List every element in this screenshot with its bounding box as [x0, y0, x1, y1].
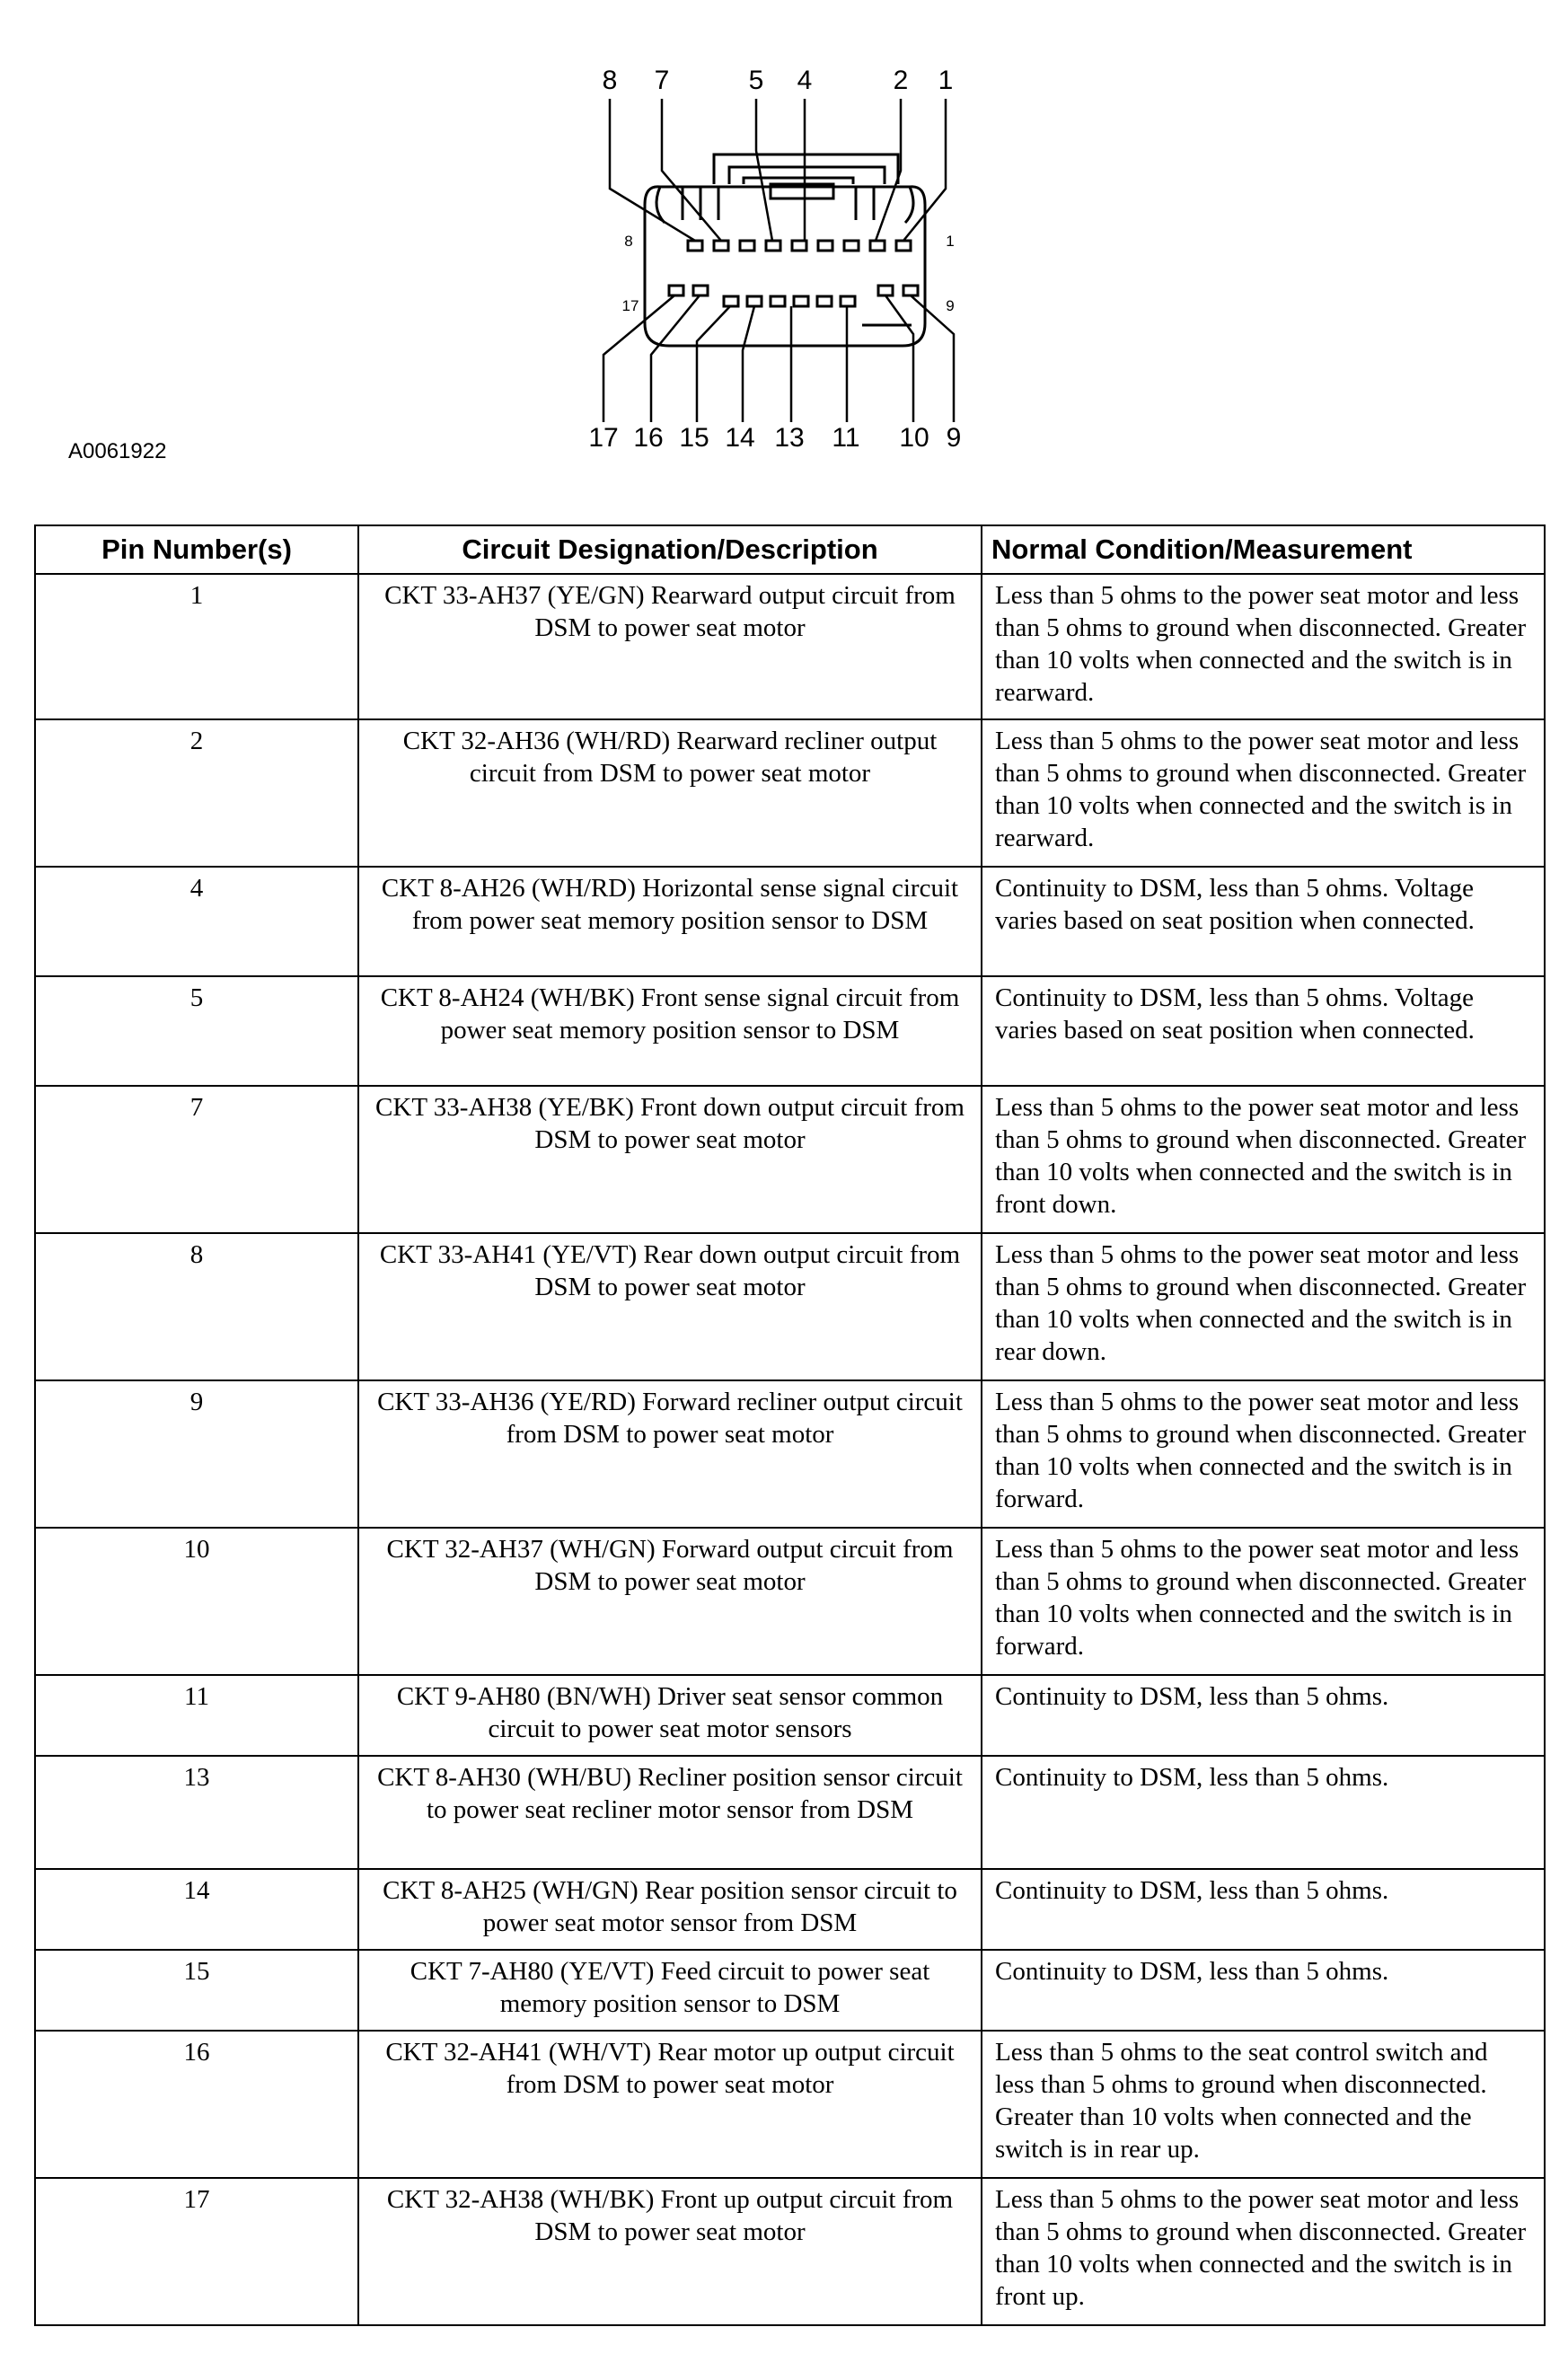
- table-row: [35, 2178, 1545, 2325]
- description-cell: CKT 8-AH24 (WH/BK) Front sense signal circuit from power seat memory position sensor to DSM: [358, 976, 982, 1086]
- description-cell: CKT 8-AH26 (WH/RD) Horizontal sense signal circuit from power seat memory position sensor to DSM: [358, 867, 982, 976]
- description-cell: CKT 7-AH80 (YE/VT) Feed circuit to power seat memory position sensor to DSM: [358, 1950, 982, 2031]
- bottom-pin-label: 16: [633, 423, 664, 453]
- description-cell: CKT 33-AH38 (YE/BK) Front down output circuit from DSM to power seat motor: [358, 1086, 982, 1233]
- bottom-pin-label: 13: [774, 423, 805, 453]
- cavity-label: 17: [621, 297, 639, 314]
- description-cell: CKT 32-AH36 (WH/RD) Rearward recliner output circuit from DSM to power seat motor: [358, 719, 982, 867]
- condition-cell: Less than 5 ohms to the power seat motor and less than 5 ohms to ground when disconnected. Greater than 10 volts when connected and the switch is in forward.: [982, 1380, 1545, 1528]
- top-pin-label: 2: [893, 66, 909, 95]
- top-pin-label: 7: [654, 66, 670, 95]
- header-pin: Pin Number(s): [35, 525, 358, 574]
- condition-cell: Less than 5 ohms to the power seat motor and less than 5 ohms to ground when disconnected. Greater than 10 volts when connected and the switch is in forward.: [982, 1528, 1545, 1675]
- cavity-label: 1: [946, 233, 955, 250]
- bottom-pin-label: 10: [899, 423, 929, 453]
- condition-cell: Less than 5 ohms to the power seat motor and less than 5 ohms to ground when disconnected. Greater than 10 volts when connected and the switch is in rearward.: [982, 574, 1545, 719]
- table-row: [35, 867, 1545, 976]
- pin-cell: 4: [35, 867, 358, 976]
- table-row: [35, 2031, 1545, 2178]
- pin-cell: 11: [35, 1675, 358, 1756]
- leader-lines: [603, 99, 954, 422]
- cavity-label: 8: [624, 233, 633, 250]
- pin-cell: 13: [35, 1756, 358, 1869]
- condition-cell: Less than 5 ohms to the seat control switch and less than 5 ohms to ground when disconnected. Greater than 10 volts when connected and the switch is in rear up.: [982, 2031, 1545, 2178]
- bottom-pin-label: 11: [832, 423, 860, 453]
- table-row: [35, 1233, 1545, 1380]
- bottom-pin-label: 9: [946, 423, 962, 453]
- bottom-pin-label: 15: [679, 423, 709, 453]
- pin-cell: 1: [35, 574, 358, 719]
- table-row: [35, 1950, 1545, 2031]
- condition-cell: Less than 5 ohms to the power seat motor and less than 5 ohms to ground when disconnected. Greater than 10 volts when connected and the switch is in front up.: [982, 2178, 1545, 2325]
- table-row: [35, 1756, 1545, 1869]
- table-row: [35, 719, 1545, 867]
- pin-cell: 2: [35, 719, 358, 867]
- condition-cell: Continuity to DSM, less than 5 ohms.: [982, 1869, 1545, 1950]
- table-row: [35, 1380, 1545, 1528]
- top-pin-label: 4: [797, 66, 813, 95]
- figure-id: A0061922: [68, 439, 167, 463]
- condition-cell: Continuity to DSM, less than 5 ohms.: [982, 1675, 1545, 1756]
- description-cell: CKT 33-AH36 (YE/RD) Forward recliner output circuit from DSM to power seat motor: [358, 1380, 982, 1528]
- top-pin-label: 8: [602, 66, 618, 95]
- top-pin-label: 5: [748, 66, 764, 95]
- table-row: [35, 1086, 1545, 1233]
- table-header-row: [35, 525, 1545, 574]
- top-pin-row: [688, 241, 911, 251]
- description-cell: CKT 32-AH37 (WH/GN) Forward output circuit from DSM to power seat motor: [358, 1528, 982, 1675]
- header-condition: Normal Condition/Measurement: [982, 525, 1545, 574]
- condition-cell: Continuity to DSM, less than 5 ohms. Voltage varies based on seat position when connected.: [982, 976, 1545, 1086]
- bottom-pin-label: 14: [725, 423, 755, 453]
- condition-cell: Continuity to DSM, less than 5 ohms.: [982, 1756, 1545, 1869]
- top-pin-label: 1: [938, 66, 954, 95]
- description-cell: CKT 32-AH41 (WH/VT) Rear motor up output circuit from DSM to power seat motor: [358, 2031, 982, 2178]
- pin-cell: 5: [35, 976, 358, 1086]
- pin-cell: 8: [35, 1233, 358, 1380]
- condition-cell: Continuity to DSM, less than 5 ohms.: [982, 1950, 1545, 2031]
- pin-table: [34, 524, 1546, 2326]
- connector-diagram: [0, 0, 1568, 503]
- description-cell: CKT 33-AH41 (YE/VT) Rear down output circuit from DSM to power seat motor: [358, 1233, 982, 1380]
- table-row: [35, 1869, 1545, 1950]
- pin-cell: 17: [35, 2178, 358, 2325]
- pin-cell: 16: [35, 2031, 358, 2178]
- description-cell: CKT 8-AH30 (WH/BU) Recliner position sensor circuit to power seat recliner motor sensor from DSM: [358, 1756, 982, 1869]
- description-cell: CKT 33-AH37 (YE/GN) Rearward output circuit from DSM to power seat motor: [358, 574, 982, 719]
- table-row: [35, 1528, 1545, 1675]
- pin-cell: 10: [35, 1528, 358, 1675]
- bottom-pin-label: 17: [588, 423, 619, 453]
- pin-cell: 9: [35, 1380, 358, 1528]
- description-cell: CKT 9-AH80 (BN/WH) Driver seat sensor common circuit to power seat motor sensors: [358, 1675, 982, 1756]
- description-cell: CKT 32-AH38 (WH/BK) Front up output circuit from DSM to power seat motor: [358, 2178, 982, 2325]
- cavity-label: 9: [946, 297, 955, 314]
- table-row: [35, 1675, 1545, 1756]
- condition-cell: Less than 5 ohms to the power seat motor and less than 5 ohms to ground when disconnected. Greater than 10 volts when connected and the switch is in rear down.: [982, 1233, 1545, 1380]
- table-row: [35, 976, 1545, 1086]
- condition-cell: Less than 5 ohms to the power seat motor and less than 5 ohms to ground when disconnected. Greater than 10 volts when connected and the switch is in rearward.: [982, 719, 1545, 867]
- condition-cell: Continuity to DSM, less than 5 ohms. Voltage varies based on seat position when connected.: [982, 867, 1545, 976]
- pin-cell: 15: [35, 1950, 358, 2031]
- condition-cell: Less than 5 ohms to the power seat motor and less than 5 ohms to ground when disconnected. Greater than 10 volts when connected and the switch is in front down.: [982, 1086, 1545, 1233]
- pin-cell: 7: [35, 1086, 358, 1233]
- description-cell: CKT 8-AH25 (WH/GN) Rear position sensor circuit to power seat motor sensor from DSM: [358, 1869, 982, 1950]
- header-description: Circuit Designation/Description: [358, 525, 982, 574]
- bottom-pin-row: [669, 286, 918, 306]
- pin-cell: 14: [35, 1869, 358, 1950]
- table-row: [35, 574, 1545, 719]
